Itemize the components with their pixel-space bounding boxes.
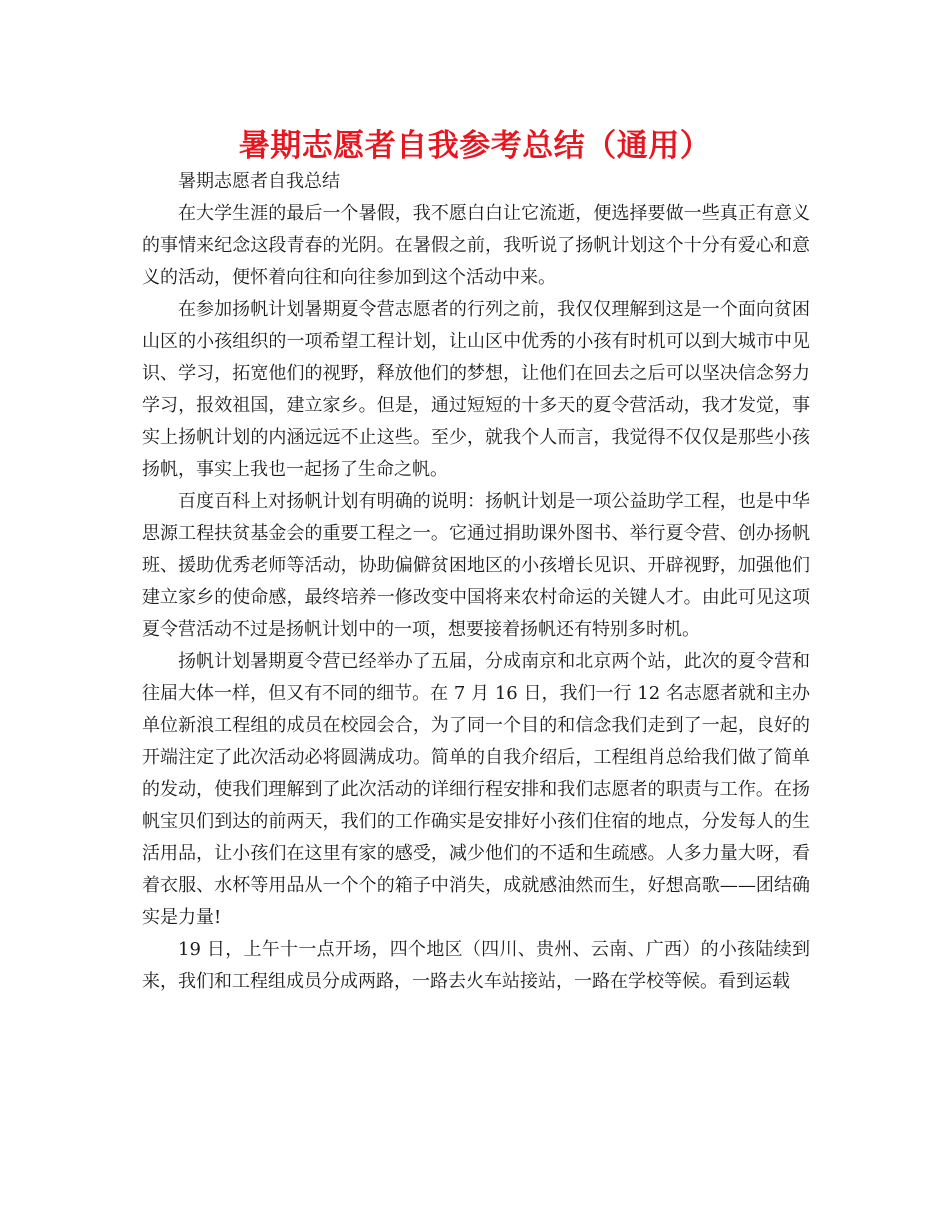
document-title: 暑期志愿者自我参考总结（通用） [238,128,712,164]
paragraph: 在大学生涯的最后一个暑假，我不愿白白让它流逝，便选择要做一些真正有意义的事情来纪念这段青春的光阴。在暑假之前，我听说了扬帆计划这个十分有爱心和意义的活动，便怀着向往和向往参加到这个活动中来。 [142,203,810,288]
paragraph: 19 日，上午十一点开场，四个地区（四川、贵州、云南、广西）的小孩陆续到来，我们和工程组成员分成两路，一路去火车站接站，一路在学校等候。看到运载 [142,939,810,992]
paragraph: 扬帆计划暑期夏令营已经举办了五届，分成南京和北京两个站，此次的夏令营和往届大体一样，但又有不同的细节。在 7 月 16 日，我们一行 12 名志愿者就和主办单位新浪工程组的成员在校园会合，为了同一个目的和信念我们走到了一起，良好的开端注定了此次活动必将圆满成功。简单的自我介绍后，工程组肖总给我们做了简单的发动，使我们理解到了此次活动的详细行程安排和我们志愿者的职责与工作。在扬帆宝贝们到达的前两天，我们的工作确实是安排好小孩们住宿的地点，分发每人的生活用品，让小孩们在这里有家的感受，减少他们的不适和生疏感。人多力量大呀，看着衣服、水杯等用品从一个个的箱子中消失，成就感油然而生，好想高歌——团结确实是力量! [142,651,810,928]
paragraph: 百度百科上对扬帆计划有明确的说明：扬帆计划是一项公益助学工程，也是中华思源工程扶贫基金会的重要工程之一。它通过捐助课外图书、举行夏令营、创办扬帆班、援助优秀老师等活动，协助偏僻贫困地区的小孩增长见识、开辟视野，加强他们建立家乡的使命感，最终培养一修改变中国将来农村命运的关键人才。由此可见这项夏令营活动不过是扬帆计划中的一项，想要接着扬帆还有特别多时机。 [142,491,810,640]
document-body [142,166,810,998]
paragraph: 在参加扬帆计划暑期夏令营志愿者的行列之前，我仅仅理解到这是一个面向贫困山区的小孩组织的一项希望工程计划，让山区中优秀的小孩有时机可以到大城市中见识、学习，拓宽他们的视野，释放他们的梦想，让他们在回去之后可以坚决信念努力学习，报效祖国，建立家乡。但是，通过短短的十多天的夏令营活动，我才发觉，事实上扬帆计划的内涵远远不止这些。至少，就我个人而言，我觉得不仅仅是那些小孩扬帆，事实上我也一起扬了生命之帆。 [142,299,810,480]
paragraph: 暑期志愿者自我总结 [178,171,340,192]
